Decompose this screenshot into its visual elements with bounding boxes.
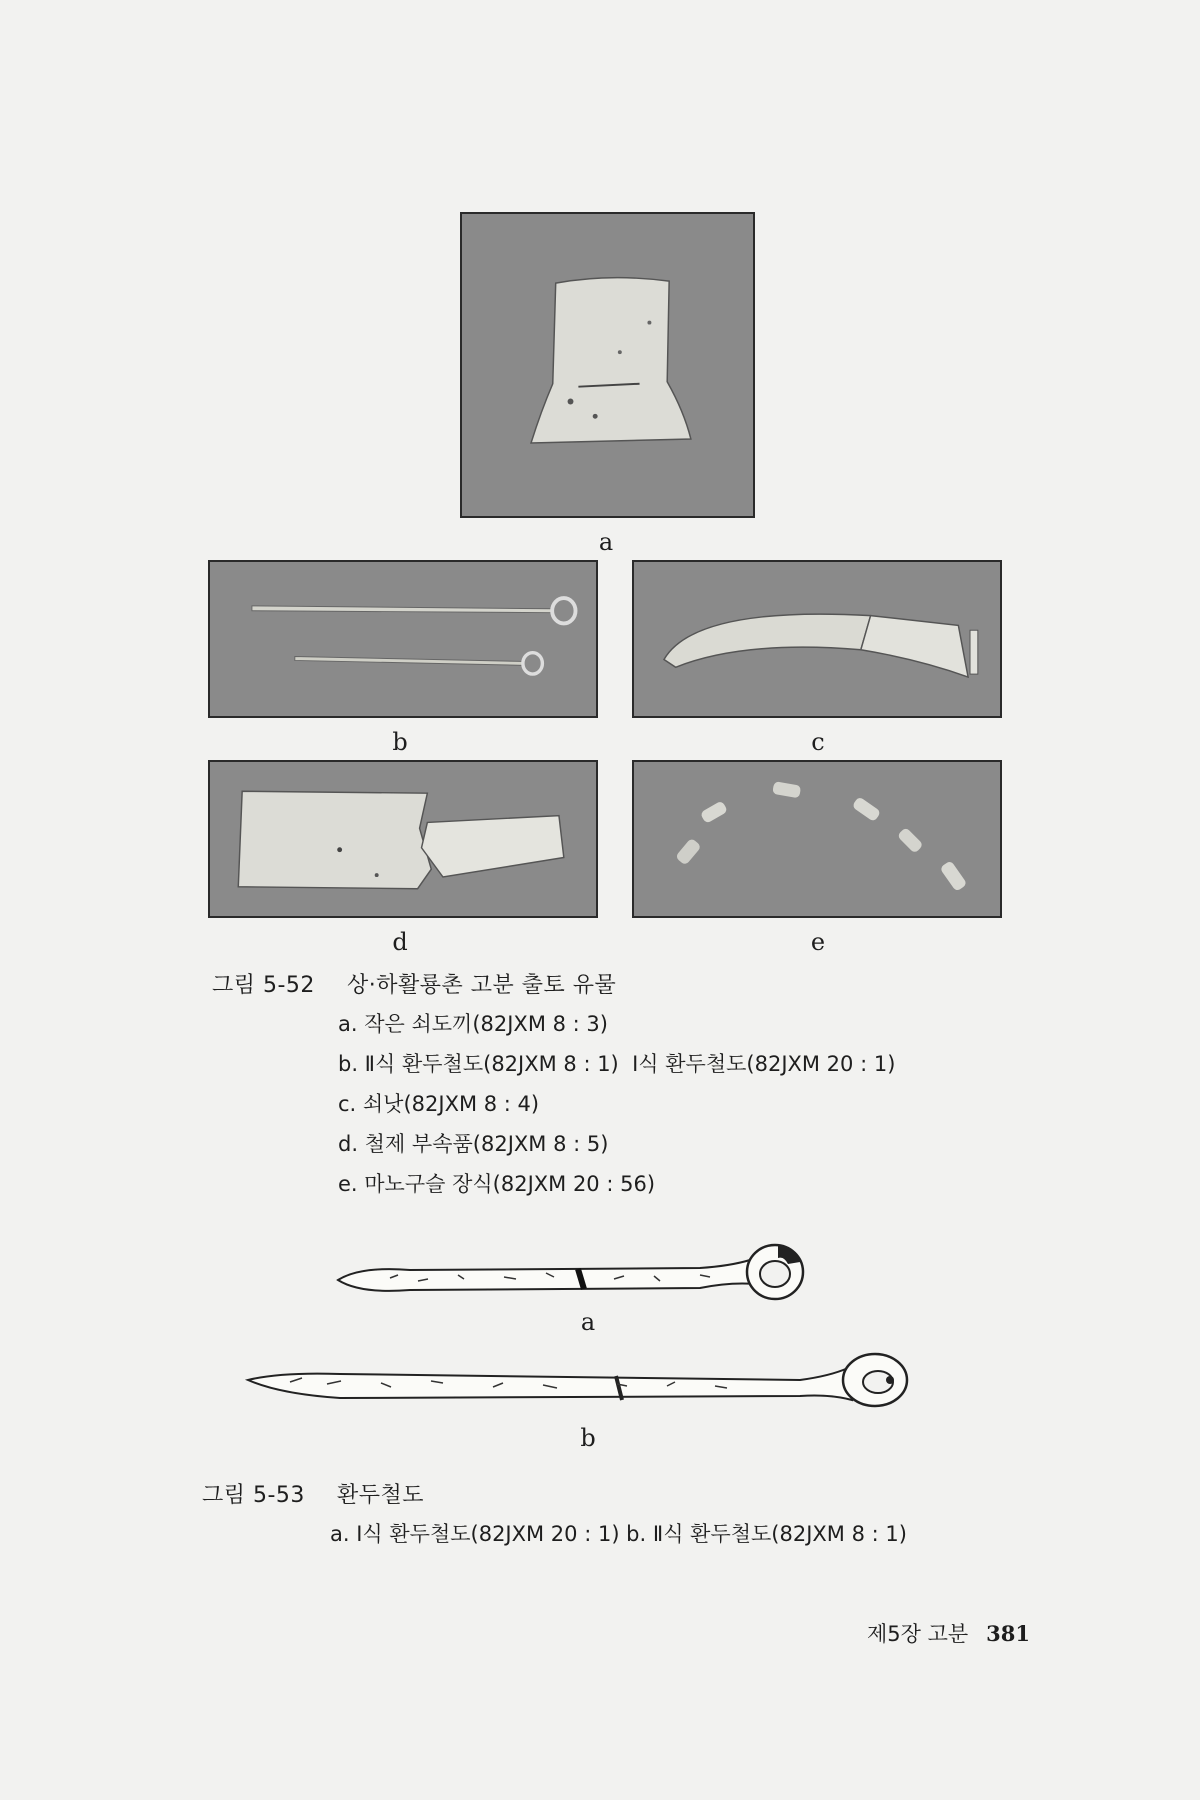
page-footer <box>867 1618 1030 1648</box>
photo-plate-a <box>460 212 755 518</box>
photo-plate-e <box>632 760 1002 918</box>
figure-52-number: 그림 5-52 <box>212 973 315 998</box>
sword-drawing-a <box>330 1236 810 1306</box>
iron-axe-illustration <box>462 214 753 516</box>
figure-52-title: 상·하활룡촌 고분 출토 유물 <box>347 973 617 998</box>
plate-label-c: c <box>811 728 825 756</box>
photo-plate-c <box>632 560 1002 718</box>
page-number: 381 <box>986 1621 1030 1646</box>
drawing-label-b: b <box>580 1424 596 1452</box>
plate-label-d: d <box>392 928 408 956</box>
plate-label-a: a <box>598 528 614 556</box>
iron-sickle-illustration <box>634 562 1000 716</box>
figure-53-title: 환두철도 <box>337 1483 425 1508</box>
figure-53-heading <box>202 1478 424 1509</box>
chapter-title: 제5장 고분 <box>866 1622 969 1646</box>
figure-52-item-c: c. 쇠낫(82JXM 8 : 4) <box>338 1092 540 1116</box>
figure-52-heading <box>212 968 616 999</box>
figure-52-item-a: a. 작은 쇠도끼(82JXM 8 : 3) <box>338 1012 608 1036</box>
iron-fitting-illustration <box>210 762 596 916</box>
drawing-label-a: a <box>580 1308 596 1336</box>
figure-52-item-e: e. 마노구슬 장식(82JXM 20 : 56) <box>338 1172 656 1196</box>
plate-label-b: b <box>392 728 408 756</box>
figure-52-item-b: b. Ⅱ식 환두철도(82JXM 8 : 1) Ⅰ식 환두철도(82JXM 20 : 1) <box>338 1052 896 1076</box>
ring-pommel-swords-illustration <box>210 562 596 716</box>
sword-drawing-b <box>240 1350 920 1420</box>
photo-plate-d <box>208 760 598 918</box>
figure-53-caption: a. Ⅰ식 환두철도(82JXM 20 : 1) b. Ⅱ식 환두철도(82JXM 8 : 1) <box>330 1522 907 1546</box>
figure-52-item-d: d. 철제 부속품(82JXM 8 : 5) <box>338 1132 609 1156</box>
figure-53-number: 그림 5-53 <box>202 1483 305 1508</box>
plate-label-e: e <box>810 928 826 956</box>
agate-beads-illustration <box>634 762 1000 916</box>
photo-plate-b <box>208 560 598 718</box>
